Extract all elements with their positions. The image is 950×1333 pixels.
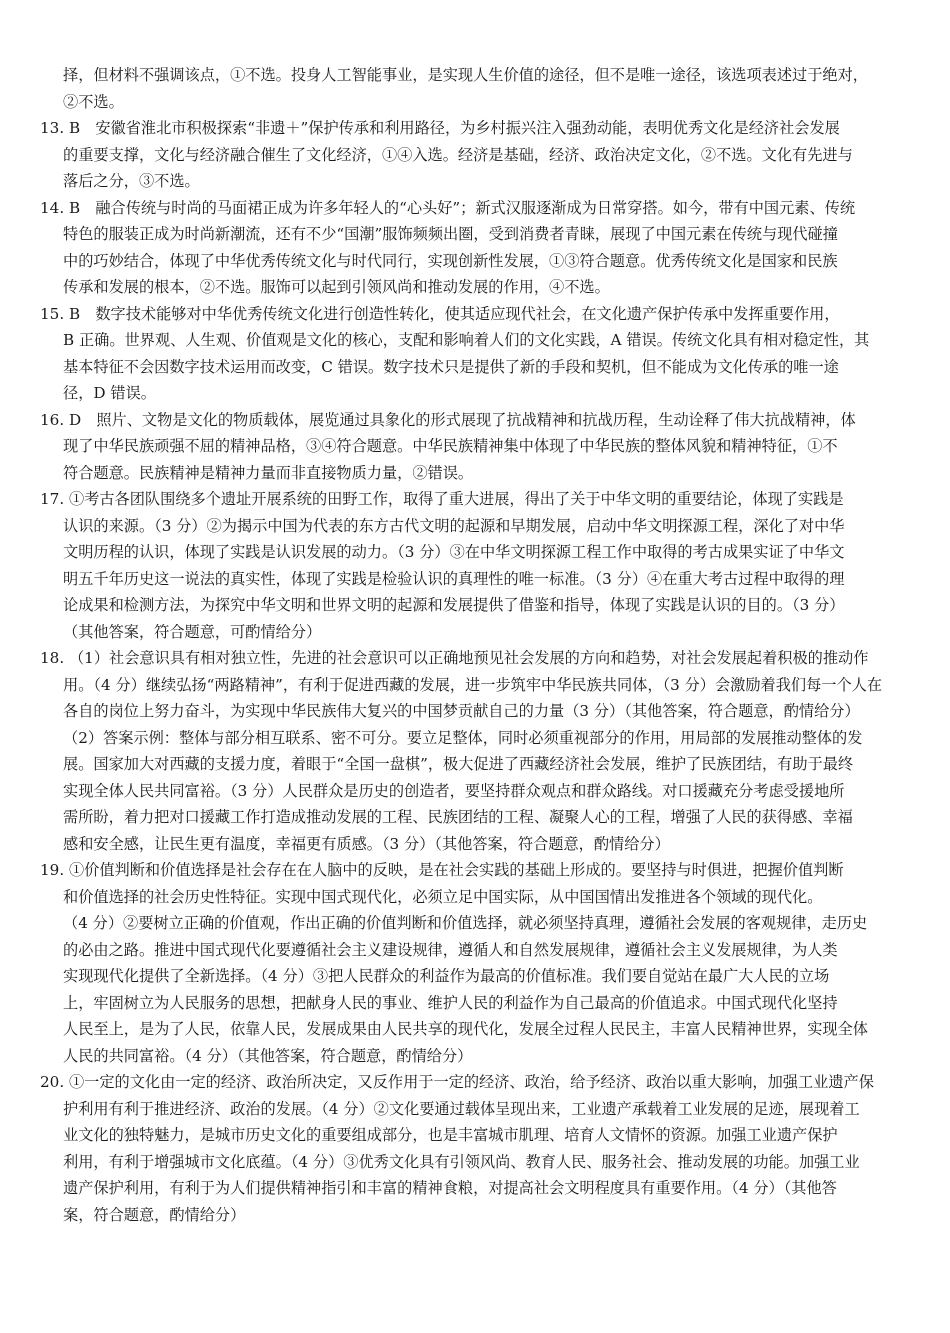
answer-line: 中的巧妙结合，体现了中华优秀传统文化与时代同行，实现创新性发展，①③符合题意。优秀传统文化是国家和民族 xyxy=(63,251,838,270)
answer-line: 护利用有利于推进经济、政治的发展。（4 分）②文化要通过载体呈现出来，工业遗产承载着工业发展的足迹，展现着工 xyxy=(63,1099,860,1118)
answer-line: 基本特征不会因数字技术运用而改变，C 错误。数字技术只是提供了新的手段和契机，但不能成为文化传承的唯一途 xyxy=(63,357,839,376)
answer-line: 13. B 安徽省淮北市积极探索“非遗＋”保护传承和利用路径，为乡村振兴注入强劲动能，表明优秀文化是经济社会发展 xyxy=(40,119,840,137)
answer-line: 利用，有利于增强城市文化底蕴。（4 分）③优秀文化具有引领风尚、教育人民、服务社会、推动发展的功能。加强工业 xyxy=(63,1152,860,1171)
answer-line: 论成果和检测方法，为探究中华文明和世界文明的起源和发展提供了借鉴和指导，体现了实践是认识的目的。（3 分） xyxy=(63,596,845,614)
answer-line: 展。国家加大对西藏的支援力度，着眼于“全国一盘棋”，极大促进了西藏经济社会发展，维护了民族团结，有助于最终 xyxy=(63,755,854,773)
answer-line: 传承和发展的根本，②不选。服饰可以起到引领风尚和推动发展的作用，④不选。 xyxy=(63,278,610,296)
answer-key-page xyxy=(40,62,918,1228)
answer-line: （2）答案示例：整体与部分相互联系、密不可分。要立足整体，同时必须重视部分的作用，用局部的发展推动整体的发 xyxy=(63,728,863,747)
answer-line: 实现全体人民共同富裕。（3 分）人民群众是历史的创造者，要坚持群众观点和群众路线。对口援藏充分考虑受援地所 xyxy=(63,781,845,800)
answer-line: 的重要支撑，文化与经济融合催生了文化经济，①④入选。经济是基础，经济、政治决定文化，②不选。文化有先进与 xyxy=(63,145,853,164)
answer-line: 19. ①价值判断和价值选择是社会存在在人脑中的反映，是在社会实践的基础上形成的。要坚持与时俱进，把握价值判断 xyxy=(40,861,844,879)
answer-line: 17. ①考古各团队围绕多个遗址开展系统的田野工作，取得了重大进展，得出了关于中华文明的重要结论，体现了实践是 xyxy=(40,490,844,508)
answer-line: 人民至上，是为了人民，依靠人民，发展成果由人民共享的现代化，发展全过程人民民主，丰富人民精神世界，实现全体 xyxy=(63,1020,868,1038)
answer-line: 各自的岗位上努力奋斗，为实现中华民族伟大复兴的中国梦贡献自己的力量（3 分）（其他答案，符合题意，酌情给分） xyxy=(63,702,860,720)
answer-line: 现了中华民族顽强不屈的精神品格，③④符合题意。中华民族精神集中体现了中华民族的整体风貌和精神特征，①不 xyxy=(63,437,838,455)
answer-line: 和价值选择的社会历史性特征。实现中国式现代化，必须立足中国实际，从中国国情出发推进各个领域的现代化。 xyxy=(63,887,823,906)
answer-line: 人民的共同富裕。（4 分）（其他答案，符合题意，酌情给分） xyxy=(63,1046,473,1065)
answer-line: 的必由之路。推进中国式现代化要遵循社会主义建设规律，遵循人和自然发展规律，遵循社会主义发展规律，为人类 xyxy=(63,940,838,959)
answer-line: 实现现代化提供了全新选择。（4 分）③把人民群众的利益作为最高的价值标准。我们要自觉站在最广大人民的立场 xyxy=(63,967,830,985)
answer-item-q19 xyxy=(40,857,918,1069)
answer-item-q15 xyxy=(40,301,918,407)
answer-line: 14. B 融合传统与时尚的马面裙正成为许多年轻人的“心头好”；新式汉服逐渐成为日常穿搭。如今，带有中国元素、传统 xyxy=(40,198,856,217)
answer-line: 用。（4 分）继续弘扬“两路精神”，有利于促进西藏的发展，进一步筑牢中华民族共同体，（3 分）会激励着我们每一个人在 xyxy=(63,675,883,694)
answer-item-q14 xyxy=(40,195,918,301)
answer-line: 需所盼，着力把对口援藏工作打造成推动发展的工程、民族团结的工程、凝聚人心的工程，增强了人民的获得感、幸福 xyxy=(63,808,853,826)
answer-line: 16. D 照片、文物是文化的物质载体，展览通过具象化的形式展现了抗战精神和抗战历程，生动诠释了伟大抗战精神，体 xyxy=(40,410,856,429)
answer-line: 认识的来源。（3 分）②为揭示中国为代表的东方古代文明的起源和早期发展，启动中华文明探源工程，深化了对中华 xyxy=(63,516,845,535)
answer-line: 15. B 数字技术能够对中华优秀传统文化进行创造性转化，使其适应现代社会，在文化遗产保护传承中发挥重要作用， xyxy=(40,304,840,323)
answer-line: 上，牢固树立为人民服务的思想，把献身人民的事业、维护人民的利益作为自己最高的价值追求。中国式现代化坚持 xyxy=(63,993,838,1012)
answer-line: 明五千年历史这一说法的真实性，体现了实践是检验认识的真理性的唯一标准。（3 分）④在重大考古过程中取得的理 xyxy=(63,569,845,588)
answer-item-q13 xyxy=(40,115,918,195)
answer-line: 遗产保护利用，有利于为人们提供精神指引和丰富的精神食粮，对提高社会文明程度具有重要作用。（4 分）（其他答 xyxy=(63,1179,837,1197)
answer-line: （4 分）②要树立正确的价值观，作出正确的价值判断和价值选择，就必须坚持真理，遵循社会发展的客观规律，走历史 xyxy=(63,914,868,932)
answer-item-q16 xyxy=(40,407,918,487)
answer-line: B 正确。世界观、人生观、价值观是文化的核心，支配和影响着人们的文化实践，A 错误。传统文化具有相对稳定性，其 xyxy=(63,331,870,349)
answer-line: 符合题意。民族精神是精神力量而非直接物质力量，②错误。 xyxy=(63,463,474,482)
answer-line: 径，D 错误。 xyxy=(63,384,156,402)
answer-line: 感和安全感，让民生更有温度，幸福更有质感。（3 分）（其他答案，符合题意，酌情给分） xyxy=(63,834,670,853)
answer-line: 特色的服装正成为时尚新潮流，还有不少“国潮”服饰频频出圈，受到消费者青睐，展现了中国元素在传统与现代碰撞 xyxy=(63,225,838,243)
answer-line: （其他答案，符合题意，可酌情给分） xyxy=(63,622,322,641)
answer-line: 文明历程的认识，体现了实践是认识发展的动力。（3 分）③在中华文明探源工程工作中取得的考古成果实证了中华文 xyxy=(63,543,845,561)
answer-item-q20 xyxy=(40,1069,918,1228)
answer-line: 案，符合题意，酌情给分） xyxy=(63,1205,246,1224)
continued-answer xyxy=(40,62,918,115)
answer-line: 业文化的独特魅力，是城市历史文化的重要组成部分，也是丰富城市肌理、培育人文情怀的资源。加强工业遗产保护 xyxy=(63,1126,838,1144)
answer-item-q17 xyxy=(40,486,918,645)
answer-line: ②不选。 xyxy=(63,92,124,111)
answer-item-q18 xyxy=(40,645,918,857)
answer-line: 择，但材料不强调该点，①不选。投身人工智能事业，是实现人生价值的途径，但不是唯一途径，该选项表述过于绝对， xyxy=(63,66,868,84)
answer-line: 落后之分，③不选。 xyxy=(63,172,200,190)
answer-line: 18. （1）社会意识具有相对独立性，先进的社会意识可以正确地预见社会发展的方向和趋势，对社会发展起着积极的推动作 xyxy=(40,649,869,667)
answer-list xyxy=(40,62,918,1228)
answer-line: 20. ①一定的文化由一定的经济、政治所决定，又反作用于一定的经济、政治，给予经济、政治以重大影响，加强工业遗产保 xyxy=(40,1073,874,1091)
